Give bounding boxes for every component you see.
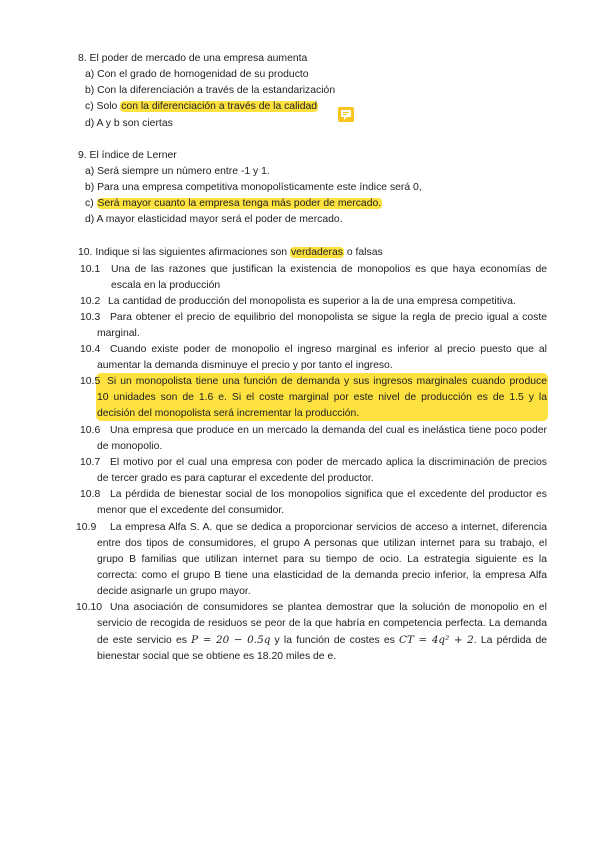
q10-title	[78, 246, 383, 260]
q9-option-c	[85, 197, 382, 211]
comment-icon[interactable]	[338, 107, 354, 122]
statement-10-7-text: El motivo por el cual una empresa con poder de mercado aplica la discriminación de precios de tercer grado es para capturar el excedente del productor.	[97, 457, 547, 484]
statement-10-8-number: 10.8	[80, 489, 101, 500]
q8-option-c-prefix: c) Solo	[85, 101, 121, 112]
q9-option-c-prefix: c)	[85, 198, 97, 209]
q9-option-c-highlight: Será mayor cuanto la empresa tenga más poder de mercado.	[97, 198, 382, 209]
q9-option-a: a) Será siempre un número entre -1 y 1.	[85, 166, 270, 177]
statement-10-6-number: 10.6	[80, 425, 101, 436]
q8-option-b: b) Con la diferenciación a través de la estandarización	[85, 85, 336, 96]
statement-10-10-text-c: . La pérdida de bienestar social que se obtiene es 18.20 miles de e.	[97, 635, 548, 662]
statement-10-5-text: Si un monopolista tiene una función de demanda y sus ingresos marginales cuando produce 10 unidades son de 1.6 e. Si el coste marginal por este nivel de producción es de 1.5 y la decisión del monopolista será incrementar la producción.	[97, 376, 547, 419]
statement-10-2-number: 10.2	[80, 296, 101, 307]
statement-10-10-text-a: Una asociación de consumidores se plantea demostrar que la solución de monopolio en el servicio de recogida de residuos se peor de la que habría en competencia perfecta. La demanda de este servicio es	[97, 602, 547, 646]
statement-10-10-text	[97, 600, 547, 665]
statement-10-1-text: Una de las razones que justifican la existencia de monopolios es que haya economías de escala en la producción	[111, 264, 547, 291]
q9-option-d: d) A mayor elasticidad mayor será el poder de mercado.	[85, 214, 343, 225]
statement-10-2-text: La cantidad de producción del monopolista es superior a la de una empresa competitiva.	[108, 296, 516, 307]
q8-title: 8. El poder de mercado de una empresa aumenta	[78, 53, 308, 64]
statement-10-3-number: 10.3	[80, 312, 101, 323]
q9-title: 9. El índice de Lerner	[78, 150, 177, 161]
q10-title-highlight: verdaderas	[290, 247, 343, 258]
statement-10-9-number: 10.9	[76, 522, 97, 533]
q8-option-c-highlight: con la diferenciación a través de la calidad	[121, 101, 318, 112]
statement-10-3-text: Para obtener el precio de equilibrio del monopolista se sigue la regla de precio igual a coste marginal.	[97, 312, 547, 339]
statement-10-5-number: 10.5	[80, 376, 101, 387]
q10-title-suffix: o falsas	[343, 247, 383, 258]
demand-equation: P = 20 − 0.5q	[191, 634, 271, 646]
statement-10-4-number: 10.4	[80, 344, 101, 355]
cost-equation: CT = 4q² + 2	[399, 634, 474, 646]
statement-10-7-number: 10.7	[80, 457, 101, 468]
statement-10-10-number: 10.10	[76, 602, 103, 613]
q8-option-c	[85, 100, 318, 114]
statement-10-4-text: Cuando existe poder de monopolio el ingreso marginal es inferior al precio puesto que al aumentar la demanda disminuye el precio y por tanto el ingreso.	[97, 344, 547, 371]
statement-10-8-text: La pérdida de bienestar social de los monopolios significa que el excedente del productor es menor que el excedente del consumidor.	[97, 489, 547, 516]
q8-option-a: a) Con el grado de homogenidad de su producto	[85, 69, 309, 80]
q8-option-d: d) A y b son ciertas	[85, 118, 173, 129]
q9-option-b: b) Para una empresa competitiva monopolísticamente este índice será 0,	[85, 182, 422, 193]
statement-10-10-text-b: y la función de costes es	[270, 635, 400, 646]
statement-10-9-text: La empresa Alfa S. A. que se dedica a proporcionar servicios de acceso a internet, diferencia entre dos tipos de consumidores, el grupo A personas que utilizan internet para su trabajo, el grupo B familias que utilizan internet para su tiempo de ocio. La estrategia siguiente es la correcta: como el grupo B tiene una elasticidad de la demanda precio inferior, la empresa Alfa decide asignarle un grupo mayor.	[97, 522, 547, 597]
statement-number: 10.1	[80, 264, 101, 275]
statement-10-6-text: Una empresa que produce en un mercado la demanda del cual es inelástica tiene poco poder de monopolio.	[97, 425, 547, 452]
q10-title-prefix: 10. Indique si las siguientes afirmaciones son	[78, 247, 290, 258]
